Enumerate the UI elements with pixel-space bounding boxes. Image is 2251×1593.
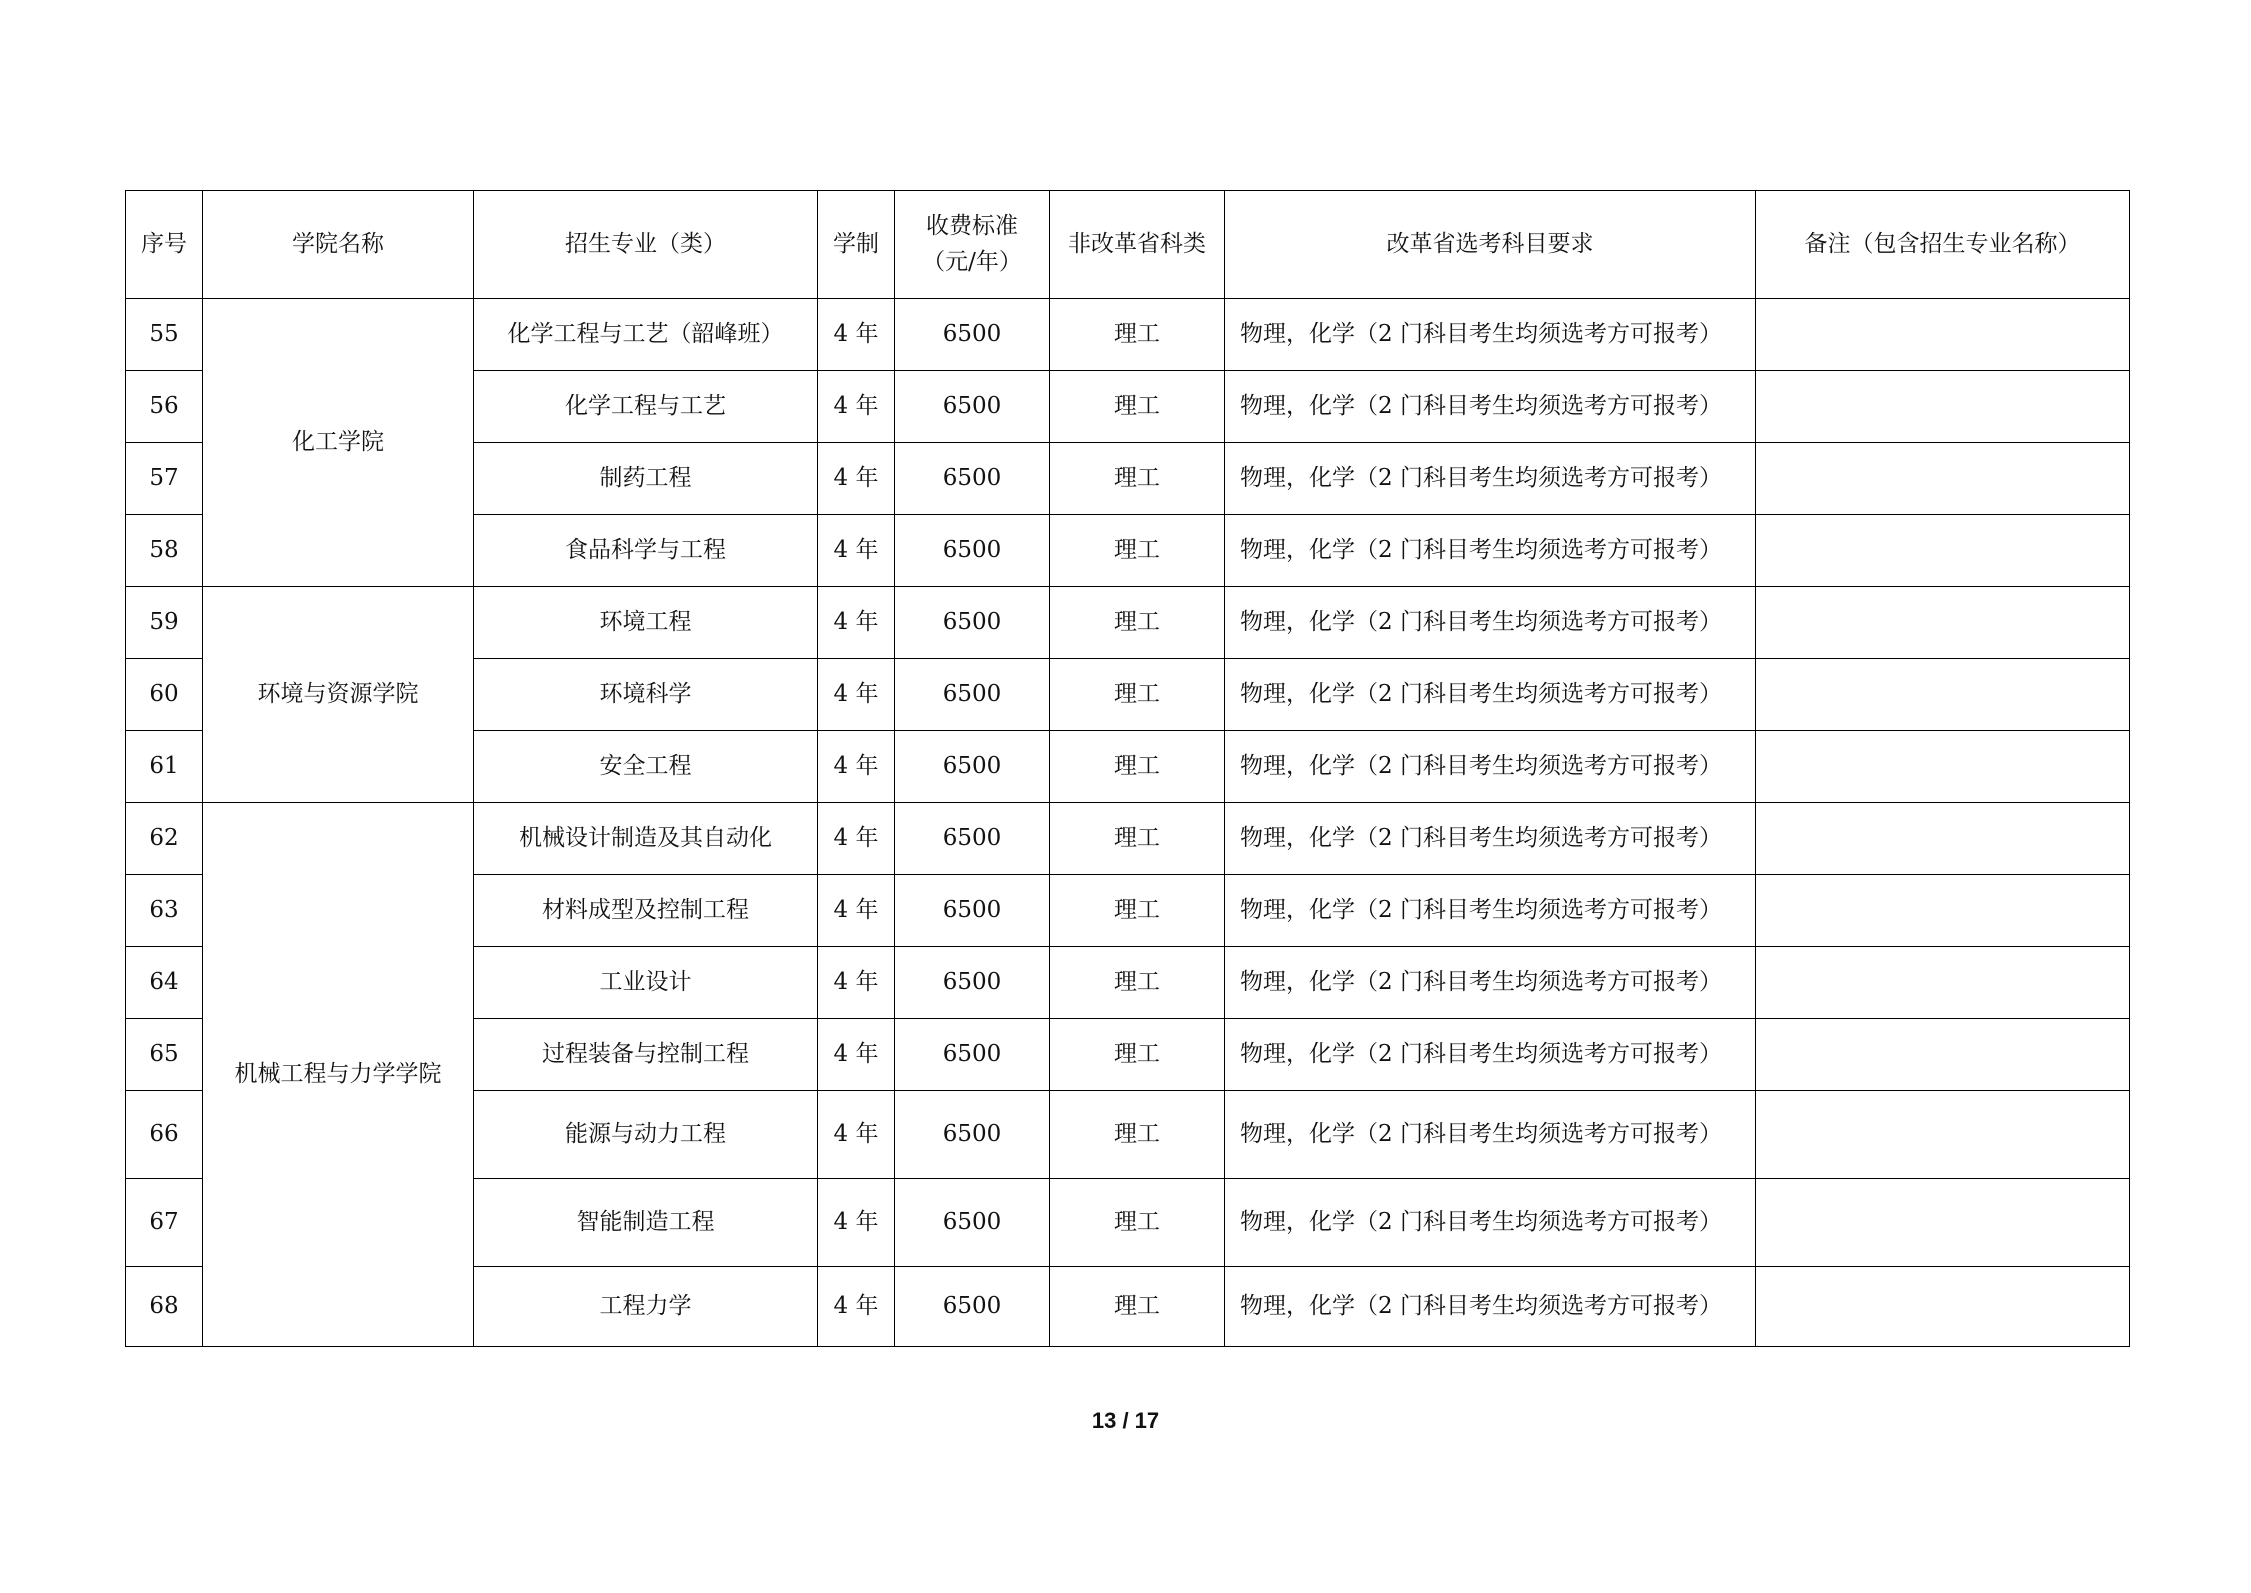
table-row (126, 299, 2130, 371)
cell-no: 60 (126, 659, 203, 731)
cell-duration: 4 年 (818, 947, 895, 1019)
cell-duration: 4 年 (818, 1091, 895, 1179)
cell-subjects: 物理，化学（2 门科目考生均须选考方可报考） (1225, 1091, 1756, 1179)
cell-no: 64 (126, 947, 203, 1019)
cell-fee: 6500 (895, 1267, 1050, 1347)
cell-major: 过程装备与控制工程 (474, 1019, 818, 1091)
cell-no: 68 (126, 1267, 203, 1347)
cell-duration: 4 年 (818, 443, 895, 515)
admission-table (125, 190, 2130, 1347)
cell-subjects: 物理，化学（2 门科目考生均须选考方可报考） (1225, 1019, 1756, 1091)
cell-category: 理工 (1050, 587, 1225, 659)
cell-remark (1756, 1179, 2130, 1267)
cell-major: 食品科学与工程 (474, 515, 818, 587)
cell-no: 57 (126, 443, 203, 515)
cell-subjects: 物理，化学（2 门科目考生均须选考方可报考） (1225, 947, 1756, 1019)
cell-remark (1756, 587, 2130, 659)
cell-remark (1756, 299, 2130, 371)
cell-fee: 6500 (895, 947, 1050, 1019)
cell-subjects: 物理，化学（2 门科目考生均须选考方可报考） (1225, 731, 1756, 803)
cell-fee: 6500 (895, 515, 1050, 587)
cell-category: 理工 (1050, 371, 1225, 443)
cell-major: 智能制造工程 (474, 1179, 818, 1267)
header-major: 招生专业（类） (474, 191, 818, 299)
cell-duration: 4 年 (818, 731, 895, 803)
header-college: 学院名称 (203, 191, 474, 299)
cell-category: 理工 (1050, 443, 1225, 515)
cell-subjects: 物理，化学（2 门科目考生均须选考方可报考） (1225, 1179, 1756, 1267)
cell-subjects: 物理，化学（2 门科目考生均须选考方可报考） (1225, 875, 1756, 947)
cell-category: 理工 (1050, 1179, 1225, 1267)
cell-fee: 6500 (895, 1179, 1050, 1267)
header-no: 序号 (126, 191, 203, 299)
cell-major: 材料成型及控制工程 (474, 875, 818, 947)
cell-no: 55 (126, 299, 203, 371)
header-fee-line2: （元/年） (922, 248, 1022, 275)
cell-college: 环境与资源学院 (203, 587, 474, 803)
cell-remark (1756, 1019, 2130, 1091)
cell-major: 能源与动力工程 (474, 1091, 818, 1179)
cell-subjects: 物理，化学（2 门科目考生均须选考方可报考） (1225, 299, 1756, 371)
cell-no: 65 (126, 1019, 203, 1091)
cell-major: 化学工程与工艺 (474, 371, 818, 443)
cell-duration: 4 年 (818, 875, 895, 947)
cell-subjects: 物理，化学（2 门科目考生均须选考方可报考） (1225, 803, 1756, 875)
cell-category: 理工 (1050, 515, 1225, 587)
cell-category: 理工 (1050, 875, 1225, 947)
cell-duration: 4 年 (818, 803, 895, 875)
page-number: 13 / 17 (1091, 1408, 1160, 1433)
cell-college: 机械工程与力学学院 (203, 803, 474, 1347)
header-row (126, 191, 2130, 299)
cell-fee: 6500 (895, 1091, 1050, 1179)
header-fee-line1: 收费标准 (926, 212, 1018, 239)
cell-category: 理工 (1050, 299, 1225, 371)
cell-major: 化学工程与工艺（韶峰班） (474, 299, 818, 371)
cell-fee: 6500 (895, 371, 1050, 443)
cell-remark (1756, 443, 2130, 515)
cell-remark (1756, 515, 2130, 587)
cell-subjects: 物理，化学（2 门科目考生均须选考方可报考） (1225, 443, 1756, 515)
cell-duration: 4 年 (818, 299, 895, 371)
cell-major: 机械设计制造及其自动化 (474, 803, 818, 875)
cell-category: 理工 (1050, 1267, 1225, 1347)
cell-duration: 4 年 (818, 1019, 895, 1091)
cell-duration: 4 年 (818, 659, 895, 731)
cell-subjects: 物理，化学（2 门科目考生均须选考方可报考） (1225, 1267, 1756, 1347)
cell-duration: 4 年 (818, 371, 895, 443)
cell-remark (1756, 875, 2130, 947)
cell-major: 环境科学 (474, 659, 818, 731)
cell-major: 制药工程 (474, 443, 818, 515)
cell-no: 62 (126, 803, 203, 875)
table-body (126, 299, 2130, 1347)
cell-subjects: 物理，化学（2 门科目考生均须选考方可报考） (1225, 659, 1756, 731)
cell-no: 56 (126, 371, 203, 443)
cell-major: 工程力学 (474, 1267, 818, 1347)
cell-remark (1756, 947, 2130, 1019)
cell-college: 化工学院 (203, 299, 474, 587)
cell-no: 59 (126, 587, 203, 659)
cell-remark (1756, 1091, 2130, 1179)
cell-category: 理工 (1050, 1019, 1225, 1091)
cell-category: 理工 (1050, 1091, 1225, 1179)
header-subjects: 改革省选考科目要求 (1225, 191, 1756, 299)
cell-major: 安全工程 (474, 731, 818, 803)
cell-fee: 6500 (895, 731, 1050, 803)
cell-category: 理工 (1050, 947, 1225, 1019)
cell-no: 61 (126, 731, 203, 803)
cell-remark (1756, 371, 2130, 443)
cell-fee: 6500 (895, 299, 1050, 371)
cell-category: 理工 (1050, 803, 1225, 875)
cell-remark (1756, 1267, 2130, 1347)
cell-subjects: 物理，化学（2 门科目考生均须选考方可报考） (1225, 371, 1756, 443)
header-category: 非改革省科类 (1050, 191, 1225, 299)
cell-category: 理工 (1050, 731, 1225, 803)
cell-fee: 6500 (895, 803, 1050, 875)
cell-fee: 6500 (895, 587, 1050, 659)
cell-remark (1756, 731, 2130, 803)
cell-no: 66 (126, 1091, 203, 1179)
cell-fee: 6500 (895, 659, 1050, 731)
cell-no: 58 (126, 515, 203, 587)
cell-remark (1756, 659, 2130, 731)
cell-no: 63 (126, 875, 203, 947)
cell-fee: 6500 (895, 443, 1050, 515)
cell-duration: 4 年 (818, 1267, 895, 1347)
cell-major: 工业设计 (474, 947, 818, 1019)
cell-category: 理工 (1050, 659, 1225, 731)
table-header (126, 191, 2130, 299)
cell-duration: 4 年 (818, 587, 895, 659)
cell-duration: 4 年 (818, 1179, 895, 1267)
header-duration: 学制 (818, 191, 895, 299)
cell-remark (1756, 803, 2130, 875)
cell-fee: 6500 (895, 875, 1050, 947)
cell-no: 67 (126, 1179, 203, 1267)
cell-duration: 4 年 (818, 515, 895, 587)
cell-subjects: 物理，化学（2 门科目考生均须选考方可报考） (1225, 515, 1756, 587)
cell-subjects: 物理，化学（2 门科目考生均须选考方可报考） (1225, 587, 1756, 659)
table-row (126, 803, 2130, 875)
table-row (126, 587, 2130, 659)
cell-fee: 6500 (895, 1019, 1050, 1091)
header-fee (895, 191, 1050, 299)
header-remark: 备注（包含招生专业名称） (1756, 191, 2130, 299)
cell-major: 环境工程 (474, 587, 818, 659)
